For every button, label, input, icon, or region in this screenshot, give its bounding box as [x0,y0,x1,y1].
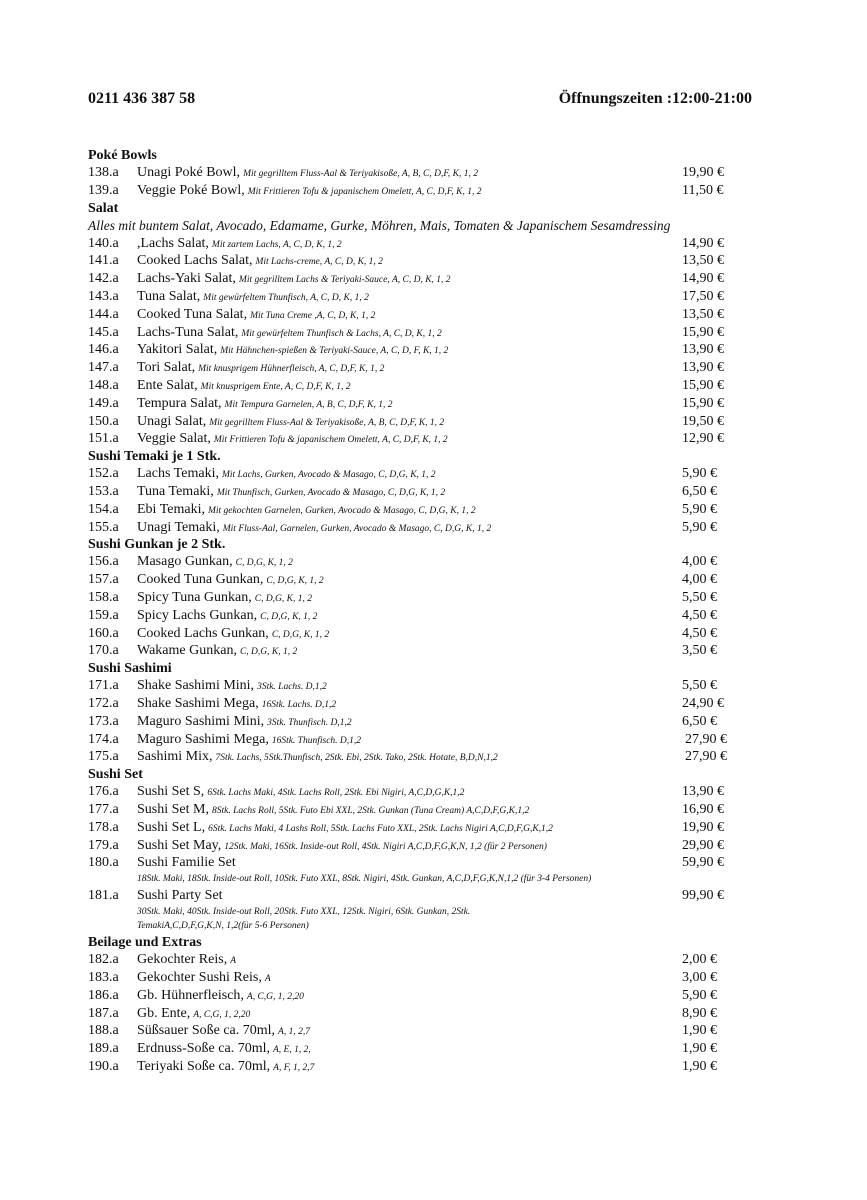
item-description: Mit gekochten Garnelen, Gurken, Avocado & Masago, C, D,G, K, 1, 2 [207,505,476,516]
menu-item [88,501,748,519]
item-price: 27,90 € [685,731,727,747]
item-number: 180.a [88,855,119,871]
item-name: ,Lachs Salat, [137,235,209,251]
item-name: Cooked Lachs Salat, [137,253,253,269]
item-price: 19,90 € [682,819,724,835]
item-description: 3Stk. Lachs. D,1,2 [257,682,327,693]
item-name: Unagi Temaki, [137,519,220,535]
item-description: 16Stk. Thunfisch. D,1,2 [271,735,362,746]
item-description: 18Stk. Maki, 18Stk. Inside-out Roll, 10Stk. Futo XXL, 8Stk. Nigiri, 4Stk. Gunkan, A,C,D,F,G,K,N,1,2 (für 3-4 Personen) [137,874,592,885]
item-number: 174.a [88,731,119,747]
section-title: Sushi Gunkan je 2 Stk. [88,537,226,553]
item-name: Cooked Tuna Gunkan, [137,572,264,588]
item-number: 173.a [88,713,119,729]
item-name: Veggie Poké Bowl, [137,182,245,198]
item-price: 5,90 € [682,466,717,482]
item-name: Ente Salat, [137,377,198,393]
item-number: 189.a [88,1041,119,1057]
item-name: Wakame Gunkan, [137,643,237,659]
item-name: Sushi Familie Set [137,855,236,871]
menu-header [88,90,752,108]
item-name: Yakitori Salat, [137,342,218,358]
item-number: 160.a [88,625,119,641]
item-name-wrap [137,182,482,202]
item-price: 1,90 € [682,1041,717,1057]
item-price: 14,90 € [682,271,724,287]
item-name: Gb. Hühnerfleisch, [137,987,244,1003]
opening-hours: Öffnungszeiten :12:00-21:00 [558,90,752,107]
item-price: 1,90 € [682,1059,717,1075]
item-name: Sashimi Mix, [137,749,213,765]
item-price: 5,50 € [682,678,717,694]
menu-list [88,147,748,1076]
menu-item [88,854,748,887]
item-description: C, D,G, K, 1, 2 [271,629,330,640]
item-description: 8Stk. Lachs Roll, 5Stk. Futo Ebi XXL, 2Stk. Gunkan (Tuna Cream) A,C,D,F,G,K,1,2 [211,805,530,816]
item-description: A, C,G, 1, 2,20 [246,991,304,1002]
item-price: 13,50 € [682,306,724,322]
item-number: 181.a [88,888,119,904]
menu-item [88,748,748,766]
item-description: 3Stk. Thunfisch. D,1,2 [267,717,352,728]
item-number: 147.a [88,360,119,376]
item-number: 172.a [88,695,119,711]
item-description: Mit gegrilltem Fluss-Aal & Teriyakisoße, A, B, C, D,F, K, 1, 2 [209,417,445,428]
section-title: Salat [88,200,119,216]
item-price: 19,50 € [682,413,724,429]
item-description: Mit Tuna Creme ,A, C, D, K, 1, 2 [250,310,376,321]
item-price: 5,90 € [682,501,717,517]
menu-item [88,837,748,855]
item-number: 176.a [88,784,119,800]
menu-item [88,341,748,359]
menu-item [88,1005,748,1023]
item-number: 158.a [88,589,119,605]
item-description: Mit Frittieren Tofu & japanischem Omelett, A, C, D,F, K, 1, 2 [213,435,448,446]
item-price: 15,90 € [682,395,724,411]
item-number: 139.a [88,182,119,198]
item-number: 159.a [88,607,119,623]
menu-item [88,235,748,253]
item-description: 12Stk. Maki, 16Stk. Inside-out Roll, 4Stk. Nigiri A,C,D,F,G,K,N, 1,2 (für 2 Personen) [224,841,547,852]
item-price: 5,90 € [682,987,717,1003]
menu-item [88,642,748,660]
menu-item [88,182,748,200]
item-description: 7Stk. Lachs, 5Stk.Thunfisch, 2Stk. Ebi, 2Stk. Tako, 2Stk. Hotate, B,D,N,1,2 [215,753,498,764]
menu-item [88,695,748,713]
item-description: Mit zartem Lachs, A, C, D, K, 1, 2 [211,239,342,250]
phone-number: 0211 436 387 58 [88,90,196,107]
item-description: A, 1, 2,7 [278,1027,310,1038]
item-name: Süßsauer Soße ca. 70ml, [137,1023,276,1039]
item-name: Sushi Set M, [137,801,209,817]
menu-item [88,483,748,501]
menu-item [88,571,748,589]
item-description: A, E, 1, 2, [272,1045,311,1056]
item-price: 4,50 € [682,625,717,641]
item-name: Masago Gunkan, [137,554,233,570]
section-title: Beilage und Extras [88,935,202,951]
menu-item [88,430,748,448]
item-price: 5,50 € [682,589,717,605]
item-number: 151.a [88,431,119,447]
item-price: 6,50 € [682,713,717,729]
item-number: 145.a [88,324,119,340]
menu-item [88,625,748,643]
section-intro: Alles mit buntem Salat, Avocado, Edamame, Gurke, Möhren, Mais, Tomaten & Japanischem Sesamdressing [88,217,671,233]
item-price: 15,90 € [682,377,724,393]
item-description: A, C,G, 1, 2,20 [193,1009,251,1020]
item-description: Mit Lachs, Gurken, Avocado & Masago, C, D,G, K, 1, 2 [221,470,436,481]
item-number: 179.a [88,837,119,853]
item-price: 6,50 € [682,483,717,499]
menu-item [88,377,748,395]
item-name: Teriyaki Soße ca. 70ml, [137,1059,271,1075]
menu-item [88,819,748,837]
item-name: Spicy Tuna Gunkan, [137,589,252,605]
item-name-wrap [137,430,448,450]
item-name-wrap [137,1058,314,1078]
menu-item [88,324,748,342]
item-number: 190.a [88,1059,119,1075]
menu-item [88,801,748,819]
item-name-wrap [137,519,491,539]
menu-item [88,270,748,288]
item-description: C, D,G, K, 1, 2 [266,576,324,587]
item-description: Mit gewürfeltem Thunfisch & Lachs, A, C, D, K, 1, 2 [241,328,442,339]
item-description: Mit Fluss-Aal, Garnelen, Gurken, Avocado & Masago, C, D,G, K, 1, 2 [222,523,492,534]
menu-item [88,677,748,695]
item-price: 24,90 € [682,695,724,711]
item-description: Mit Hähnchen-spießen & Teriyaki-Sauce, A, C, D, F, K, 1, 2 [220,346,449,357]
item-price: 16,90 € [682,801,724,817]
item-number: 188.a [88,1023,119,1039]
menu-item [88,1058,748,1076]
item-number: 146.a [88,342,119,358]
item-price: 19,90 € [682,165,724,180]
item-description: Mit gewürfeltem Thunfisch, A, C, D, K, 1, 2 [203,292,369,303]
menu-item [88,252,748,270]
item-price: 4,00 € [682,572,717,588]
menu-item [88,969,748,987]
item-name: Cooked Lachs Gunkan, [137,625,269,641]
item-number: 154.a [88,501,119,517]
menu-item [88,951,748,969]
item-price: 13,90 € [682,360,724,376]
item-price: 29,90 € [682,837,724,853]
section-title: Sushi Temaki je 1 Stk. [88,449,221,465]
item-name: Erdnuss-Soße ca. 70ml, [137,1041,270,1057]
item-name: Cooked Tuna Salat, [137,306,248,322]
item-price: 59,90 € [682,855,724,871]
item-number: 138.a [88,165,119,180]
menu-item [88,288,748,306]
item-description: A [230,956,237,967]
item-name: Unagi Poké Bowl, [137,165,241,180]
item-name: Tempura Salat, [137,395,222,411]
item-number: 143.a [88,288,119,304]
item-description: Mit Tempura Garnelen, A, B, C, D,F, K, 1, 2 [224,399,393,410]
item-number: 152.a [88,466,119,482]
item-name: Ebi Temaki, [137,501,205,517]
item-number: 150.a [88,413,119,429]
menu-item [88,553,748,571]
menu-item [88,987,748,1005]
item-name: Veggie Salat, [137,431,211,447]
menu-item [88,589,748,607]
item-description: 30Stk. Maki, 40Stk. Inside-out Roll, 20Stk. Futo XXL, 12Stk. Nigiri, 6Stk. Gunkan, 2Stk. TemakiA,C,D,F,G,K,N, 1,2(für 5-6 Personen) [137,907,471,932]
item-name: Gekochter Reis, [137,952,228,968]
item-number: 157.a [88,572,119,588]
item-name: Tuna Salat, [137,288,201,304]
section-title: Poké Bowls [88,148,157,163]
item-description: C, D,G, K, 1, 2 [254,593,313,604]
menu-item [88,359,748,377]
item-number: 170.a [88,643,119,659]
item-number: 178.a [88,819,119,835]
item-description: Mit knusprigem Hühnerfleisch, A, C, D,F, K, 1, 2 [198,364,385,375]
item-description: Mit Frittieren Tofu & japanischem Omelett, A, C, D,F, K, 1, 2 [247,186,482,197]
menu-item [88,413,748,431]
item-name: Spicy Lachs Gunkan, [137,607,258,623]
item-number: 183.a [88,970,119,986]
item-price: 13,90 € [682,784,724,800]
item-description: 16Stk. Lachs. D,1,2 [261,699,337,710]
menu-item [88,465,748,483]
item-number: 141.a [88,253,119,269]
item-name: Gb. Ente, [137,1005,191,1021]
item-price: 1,90 € [682,1023,717,1039]
item-price: 5,90 € [682,519,717,535]
item-price: 15,90 € [682,324,724,340]
item-price: 4,50 € [682,607,717,623]
item-name-wrap [137,642,297,662]
item-number: 149.a [88,395,119,411]
item-name: Unagi Salat, [137,413,207,429]
item-number: 142.a [88,271,119,287]
item-name: Gekochter Sushi Reis, [137,970,262,986]
item-price: 11,50 € [682,182,724,198]
menu-item [88,164,748,182]
item-description: A [264,974,271,985]
item-number: 144.a [88,306,119,322]
item-price: 17,50 € [682,288,724,304]
item-price: 2,00 € [682,952,717,968]
menu-item [88,1040,748,1058]
item-description: C, D,G, K, 1, 2 [260,611,318,622]
item-description: A, F, 1, 2,7 [273,1063,315,1074]
menu-item [88,887,748,934]
menu-item [88,519,748,537]
item-number: 186.a [88,987,119,1003]
item-name: Lachs-Tuna Salat, [137,324,239,340]
item-description: C, D,G, K, 1, 2 [235,558,293,569]
item-name: Lachs Temaki, [137,466,219,482]
item-number: 177.a [88,801,119,817]
menu-item [88,1022,748,1040]
item-description: Mit Lachs-creme, A, C, D, K, 1, 2 [255,257,383,268]
item-name: Sushi Set L, [137,819,206,835]
item-name: Shake Sashimi Mini, [137,678,255,694]
item-price: 8,90 € [682,1005,717,1021]
item-description: 6Stk. Lachs Maki, 4 Lashs Roll, 5Stk. Lachs Futo XXL, 2Stk. Lachs Nigiri A,C,D,F,G,K,1,2 [208,823,553,834]
item-price: 4,00 € [682,554,717,570]
item-number: 155.a [88,519,119,535]
menu-item [88,783,748,801]
item-number: 175.a [88,749,119,765]
item-number: 156.a [88,554,119,570]
item-price: 27,90 € [685,749,727,765]
item-description: 6Stk. Lachs Maki, 4Stk. Lachs Roll, 2Stk. Ebi Nigiri, A,C,D,G,K,1,2 [207,788,465,799]
item-name: Sushi Set May, [137,837,222,853]
item-name: Lachs-Yaki Salat, [137,271,236,287]
item-number: 148.a [88,377,119,393]
item-name-wrap [137,748,498,768]
menu-item [88,607,748,625]
item-name: Maguro Sashimi Mini, [137,713,265,729]
menu-item [88,306,748,324]
item-name: Sushi Set S, [137,784,205,800]
item-price: 14,90 € [682,235,724,251]
item-number: 171.a [88,678,119,694]
item-price: 99,90 € [682,888,724,904]
item-number: 187.a [88,1005,119,1021]
item-name: Shake Sashimi Mega, [137,695,259,711]
item-name: Sushi Party Set [137,888,223,904]
item-description: Mit gegrilltem Lachs & Teriyaki-Sauce, A, C, D, K, 1, 2 [238,275,451,286]
section-title: Sushi Set [88,767,143,783]
item-number: 182.a [88,952,119,968]
menu-item [88,713,748,731]
item-name: Maguro Sashimi Mega, [137,731,269,747]
item-number: 140.a [88,235,119,251]
item-price: 12,90 € [682,431,724,447]
item-description: Mit Thunfisch, Gurken, Avocado & Masago, C, D,G, K, 1, 2 [216,487,446,498]
menu-item [88,731,748,749]
item-description: Mit knusprigem Ente, A, C, D,F, K, 1, 2 [200,381,351,392]
item-number: 153.a [88,483,119,499]
section-title: Sushi Sashimi [88,661,172,677]
item-price: 3,00 € [682,970,717,986]
item-description: Mit gegrilltem Fluss-Aal & Teriyakisoße, A, B, C, D,F, K, 1, 2 [243,169,479,179]
item-name: Tori Salat, [137,360,196,376]
menu-item [88,395,748,413]
item-description: C, D,G, K, 1, 2 [239,647,298,658]
item-name: Tuna Temaki, [137,483,214,499]
item-price: 3,50 € [682,643,717,659]
item-price: 13,90 € [682,342,724,358]
item-price: 13,50 € [682,253,724,269]
